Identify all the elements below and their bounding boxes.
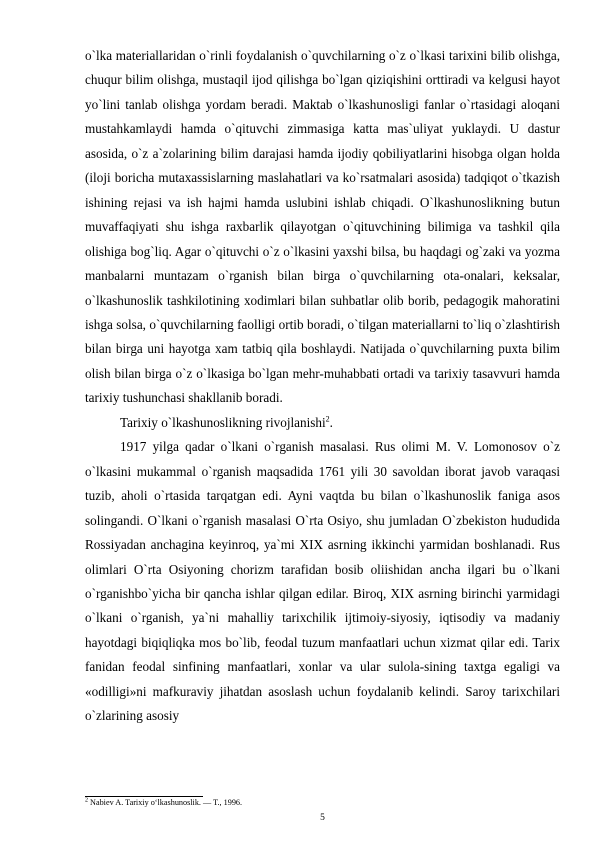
footnote-divider (85, 796, 203, 797)
paragraph-1: o`lka materiallaridan o`rinli foydalanish o`quvchilarning o`z o`lkasi tarixini bilib olishga, chuqur bilim olishga, mustaqil ijod qilishga bo`lgan qiziqishini orttiradi va kelgusi hayot yo`lini tanlab olishga yordam beradi. Maktab o`lkashunosligi fanlar o`rtasidagi aloqani mustahkamlaydi hamda o`qituvchi zimmasiga katta mas`uliyat yuklaydi. U dastur asosida, o`z a`zolarining bilim darajasi hamda ijodiy qobiliyatlarini hisobga olgan holda (iloji boricha mutaxassislarning maslahatlari va ko`rsatmalari asosida) tadqiqot o`tkazish ishining rejasi va ish hajmi hamda uslubini ishlab chiqadi. O`lkashunoslikning butun muvaffaqiyati shu ishga raxbarlik qilayotgan o`qituvchining bilimiga va tashkil qila olishiga bog`liq. Agar o`qituvchi o`z o`lkasini yaxshi bilsa, bu haqdagi og`zaki va yozma manbalarni muntazam o`rganish bilan birga o`quvchilarning ota-onalari, keksalar, o`lkashunoslik tashkilotining xodimlari bilan suhbatlar olib borib, pedagogik mahoratini ishga solsa, o`quvchilarning faolligi ortib boradi, o`tilgan materiallarni to`liq o`zlashtirish bilan birga uni hayotga xam tatbiq qila boshlaydi. Natijada o`quvchilarning puxta bilim olish bilan birga o`z o`lkasiga bo`lgan mehr-muhabbati ortadi va tarixiy tasavvuri hamda tarixiy tushunchasi shakllanib boradi. (85, 48, 560, 406)
page-number: 5 (320, 813, 325, 823)
paragraph-2: 1917 yilga qadar o`lkani o`rganish masalasi. Rus olimi M. V. Lomonosov o`z o`lkasini mukammal o`rganish maqsadida 1761 yili 30 savoldan iborat javob varaqasi tuzib, aholi o`rtasida tarqatgan edi. Ayni vaqtda bu bilan o`lkashunoslik faniga asos solingandi. O`lkani o`rganish masalasi O`rta Osiyo, shu jumladan O`zbekiston hududida Rossiyadan anchagina keyinroq, ya`mi XIX asrning ikkinchi yarmidan boshlanadi. Rus olimlari O`rta Osiyoning chorizm tarafidan bosib oliishidan ancha ilgari bu o`lkani o`rganishbo`yicha bir qancha ishlar qilgan edilar. Biroq, XIX asrning birinchi yarmidagi o`lkani o`rganish, ya`ni mahalliy tarixchilik ijtimoiy-siyosiy, iqtisodiy va madaniy hayotdagi biqiqliqka mos bo`lib, feodal tuzum manfaatlari uchun xizmat qilar edi. Tarix fanidan feodal sinfining manfaatlari, xonlar va ular sulola-sining taxtga egaligi va «odilligi»ni mafkuraviy jihatdan asoslash uchun foydalanib kelindi. Saroy tarixchilari o`zlarining asosiy (85, 439, 560, 724)
footnote-reference[interactable]: 2 (325, 414, 330, 424)
section-heading-period: . (329, 414, 333, 430)
footnote-text: Nabiev A. Tarixiy o‘lkashunoslik. — T., 1996. (88, 798, 243, 807)
section-heading (85, 411, 560, 435)
section-heading-text: Tarixiy o`lkashunoslikning rivojlanishi (120, 414, 326, 430)
footnote-marker: 2 (85, 797, 88, 804)
page-body (85, 44, 560, 729)
footnote (85, 798, 560, 808)
